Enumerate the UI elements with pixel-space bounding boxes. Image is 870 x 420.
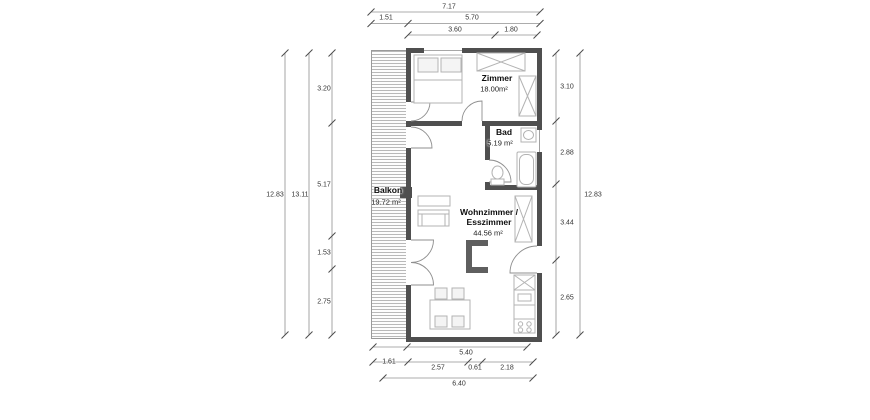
dim-right-seg1: 3.10 xyxy=(560,83,574,91)
room-label-bad: Bad xyxy=(495,127,513,137)
dim-bottom-row2-c: 0.61 xyxy=(468,364,482,372)
dim-top-row2-right: 5.70 xyxy=(465,14,479,22)
dim-bottom-row2-d: 2.18 xyxy=(500,364,514,372)
chair xyxy=(435,316,447,327)
door-entrance xyxy=(510,246,537,273)
pillow xyxy=(418,58,438,72)
room-area-bad: 5.19 m² xyxy=(487,138,513,148)
dim-top-row2-left: 1.51 xyxy=(379,14,393,22)
door-zimmer xyxy=(462,101,482,121)
chair xyxy=(452,316,464,327)
door-swings xyxy=(411,101,537,285)
dim-bottom-row3: 6.40 xyxy=(452,380,466,388)
room-label-wohnzimmer-line2: Esszimmer xyxy=(466,217,512,227)
door-balcony-living-2 xyxy=(411,263,434,286)
dim-right-seg3: 3.44 xyxy=(560,219,574,227)
room-area-wohnzimmer: 44.56 m² xyxy=(473,228,503,238)
sideboard xyxy=(418,196,450,206)
door-balcony-zimmer xyxy=(411,102,430,121)
door-balcony-upper xyxy=(411,127,432,148)
dim-left-seg4: 2.75 xyxy=(317,298,331,306)
chair xyxy=(435,288,447,299)
dim-bottom-row2-b: 2.57 xyxy=(431,364,445,372)
dim-bottom-row2-a: 1.61 xyxy=(382,358,396,366)
kitchen-counter xyxy=(514,275,535,333)
pillow xyxy=(441,58,461,72)
furniture-zimmer xyxy=(414,53,536,116)
dim-right-seg2: 2.88 xyxy=(560,149,574,157)
dim-left-seg3: 1.53 xyxy=(317,249,331,257)
dim-top-row3-right: 1.80 xyxy=(504,26,518,34)
dim-top-row3-left: 3.60 xyxy=(448,26,462,34)
room-area-zimmer: 18.00m² xyxy=(480,84,508,94)
room-label-wohnzimmer-line1: Wohnzimmer / xyxy=(460,207,518,217)
dim-bottom-row1: 5.40 xyxy=(459,349,473,357)
room-area-balkon: 19.72 m² xyxy=(371,197,401,207)
dim-left-seg2: 5.17 xyxy=(317,181,331,189)
dim-left-seg1: 3.20 xyxy=(317,85,331,93)
chair xyxy=(452,288,464,299)
room-label-zimmer: Zimmer xyxy=(481,73,513,83)
dim-top-total: 7.17 xyxy=(442,3,456,11)
dim-right-seg4: 2.65 xyxy=(560,294,574,302)
dim-left-outer: 12.83 xyxy=(266,191,284,199)
room-label-balkon: Balkon xyxy=(373,185,403,195)
dim-right-outer: 12.83 xyxy=(584,191,602,199)
dim-left-inner-total: 13.11 xyxy=(291,191,309,199)
door-balcony-living-1 xyxy=(411,240,434,263)
fireplace xyxy=(466,240,488,273)
kitchen-sink xyxy=(518,294,531,301)
toilet xyxy=(491,179,504,185)
sofa xyxy=(418,210,449,226)
